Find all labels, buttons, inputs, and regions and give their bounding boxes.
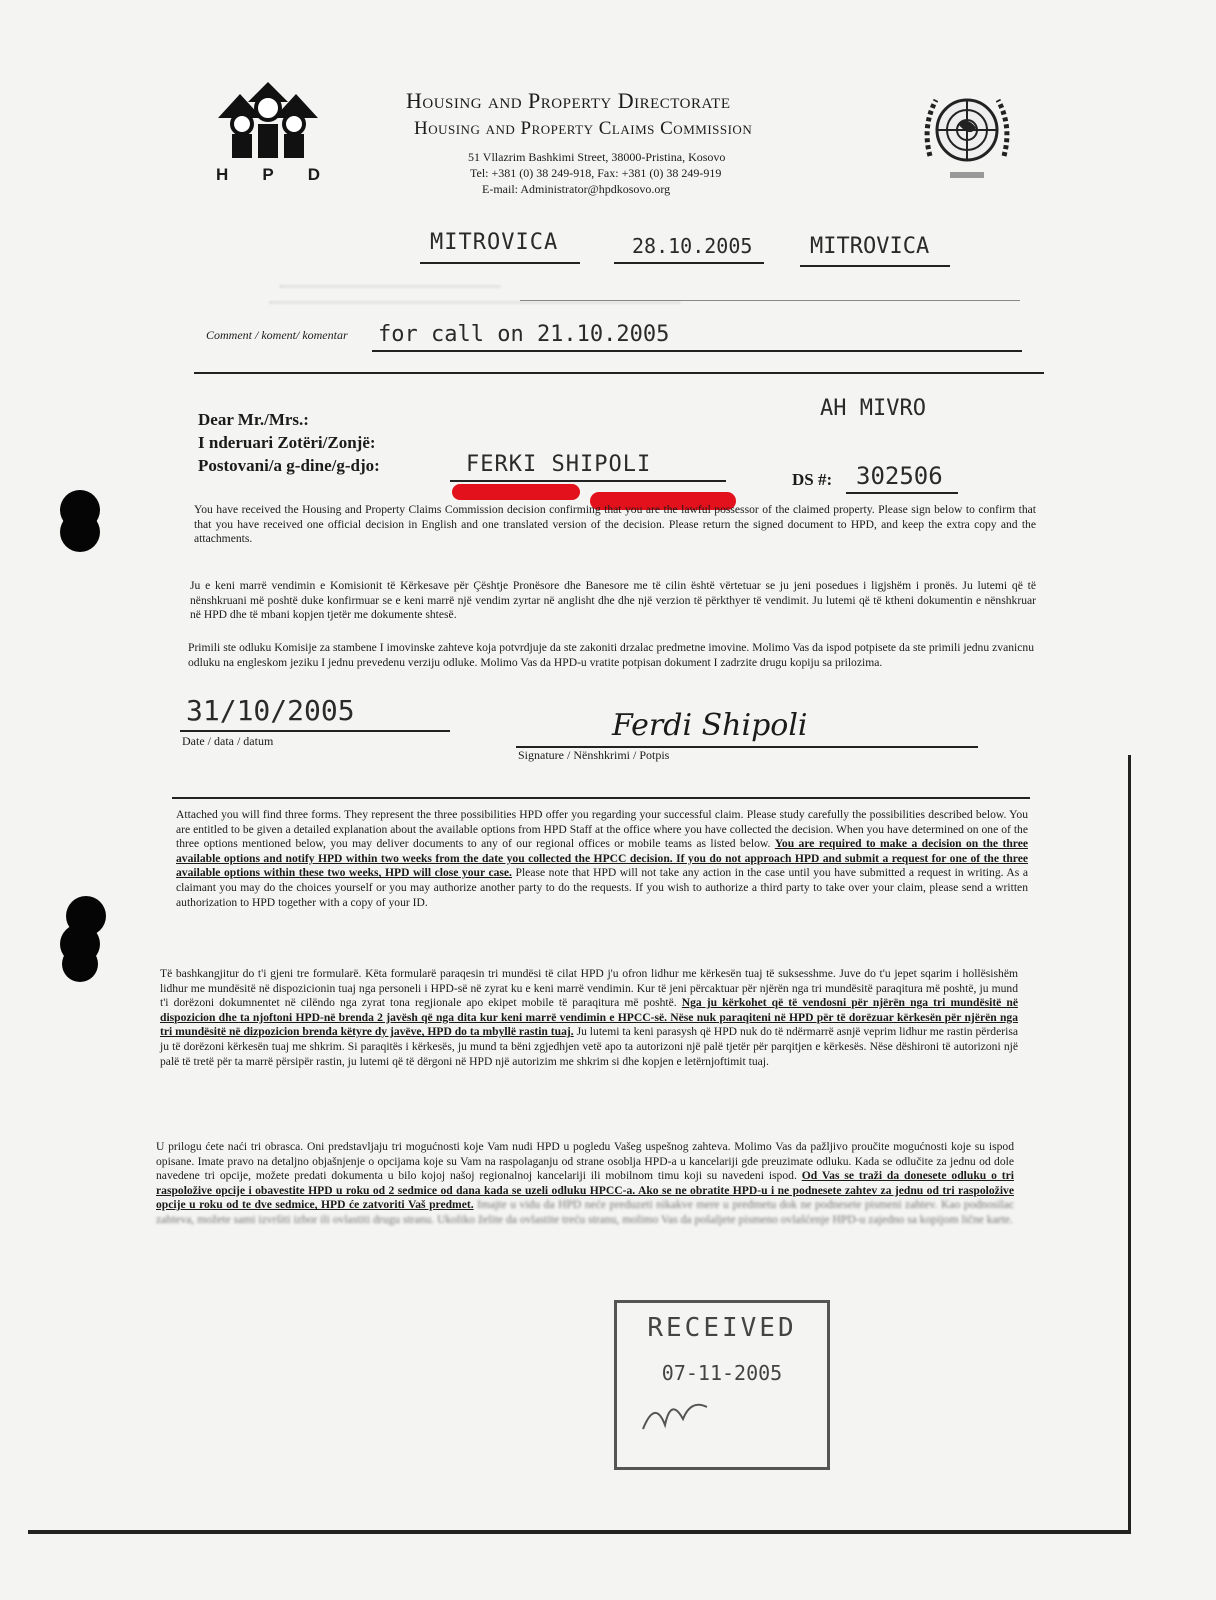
salutation-en: Dear Mr./Mrs.: <box>198 410 309 429</box>
signed-date: 31/10/2005 <box>186 694 355 727</box>
ds-number: 302506 <box>856 462 943 490</box>
stamp-date: 07-11-2005 <box>661 1361 783 1385</box>
un-emblem-icon <box>920 86 1014 186</box>
un-emblem <box>920 86 1014 186</box>
signature: Ferdi Shipoli <box>612 708 808 743</box>
paragraph-serbian: Primili ste odluku Komisije za stambene I imovinske zahteve koja potvrdjuje da ste zakoniti drzalac predmetne imovine. Molimo Vas da ispod potpisete da ste primili jednu zvanicnu odluku na engleskom jeziku I jednu prevedenu verziju odluke. Molimo Vas da HPD-u vratite potpisan dokument I zadrzite drugu kopiju sa prilozima. <box>188 641 1034 669</box>
attached-en-note: Please note that HPD will not take any action in the case until you have submitted a request in writing. As a claimant you may do the choices yourself or you may authorize another party to do the requests. If you wish to authorize a third party to take over your claim, please send a written authorization to HPD together with a copy of your ID. <box>176 866 1028 909</box>
salutation-sr: Postovani/a g-dine/g-djo: <box>198 456 380 475</box>
header-divider <box>194 372 1044 374</box>
name-underline <box>450 480 726 482</box>
hpd-logo-icon <box>208 80 328 160</box>
attached-sq-intro: Të bashkangjitur do t'i gjeni tre formularë. Këta formularë paraqesin tri mundësi të cilat HPD j'u ofron lidhur me kërkesën tuaj të suksesshme. Juve do t'u jepet sqarim i hollësishëm lidhur me mundësitë në dispozicionin tuaj nga personeli i HPD-së në zyrat ku e keni marrë vendimin. Kur të jeni përcaktuar për njërën nga tri mundësitë paraqitura më poshtë, ju mund t'i dorëzoni dokumnentet në cilëndo nga zyrat tona regjionale apo ekipet mobile të paraqitura më poshtë. <box>160 967 1018 1010</box>
attached-sr-intro: U prilogu ćete naći tri obrasca. Oni predstavljaju tri mogućnosti koje Vam nudi HPD u pogledu Vašeg uspešnog zahteva. Molimo Vas da pažljivo proučite mogućnosti koje su ispod opisane. Imate pravo na detaljno objašnjenje o opcijama koje su Vam na raspolaganju od strane osoblja HPD-a u kancelariji gde preuzimate odluku. Kada se odlučite za jednu od dole navedene tri opcije, možete predati dokumenta u bilo kojoj našoj regionalnoj kancelariji ili mobilnom timu koji su navedeni ispod. <box>156 1140 1014 1183</box>
claimant-name: FERKI SHIPOLI <box>466 452 652 477</box>
attached-en-intro: Attached you will find three forms. They represent the three possibilities HPD offer you regarding your successful claim. Please study carefully the possibilities described below. You are entitled to be given a detailed explanation about the available options from HPD Staff at the office where you have collected the decision. When you have determined on one of the three options mentioned below, you may deliver documents to any of our regional offices or mobile teams as listed below. <box>176 808 1028 851</box>
faded-rule <box>520 300 1020 301</box>
attached-sq-note: Ju lutemi ta keni parasysh që HPD nuk do të ndërmarrë asnjë veprim lidhur me rastin përderisa ju të dorëzoni kërkesën tuaj me shkrim. Si paraqitës i kërkesës, ju mund ta bëni zgjedhjen vetë apo ta autorizoni një palë tjetër për parqitjen e kërkesës. Nëse dëshironi të autorizoni një palë të tretë për ta marrë përsipër rastin, ju lutemi që të dërgoni në HPD një autorizim me shkrim si dhe kopjen e letërnjoftimit tuaj. <box>160 1025 1018 1068</box>
attached-sr-note: Imajte u vidu da HPD neće preduzeti nikakve mere u predmetu dok ne podnesete pismeni zahtev. Kao podnosilac zahteva, možete sami izvršiti izbor ili ovlastiti drugu stranu. Ukoliko želite da ovlastite treću stranu, molimo Vas da pošaljete pismeno ovlašćenje HPD-u zajedno sa kopijom lične karte. <box>156 1198 1015 1226</box>
copy-edge-bottom <box>28 1530 1131 1534</box>
punch-hole-mid-3 <box>62 946 98 982</box>
attached-en-deadline: You are required to make a decision on the three available options and notify HPD within two weeks from the date you collected the HPCC decision. If you do not approach HPD and submit a request for one of the three available options within these two weeks, HPD will close your case. <box>176 837 1029 880</box>
faded-line-2 <box>270 292 680 303</box>
org-title-2: Housing and Property Claims Commission <box>414 118 753 139</box>
logo-letter-h: H <box>216 165 229 184</box>
org-email: E-mail: Administrator@hpdkosovo.org <box>482 182 671 196</box>
attached-divider <box>172 797 1030 799</box>
punch-hole-top-2 <box>60 512 100 552</box>
comment-underline <box>372 350 1022 352</box>
date-sign-line <box>180 730 450 732</box>
location-field: MITROVICA <box>430 230 559 255</box>
redaction-1 <box>452 484 580 500</box>
comment-label: Comment / koment/ komentar <box>206 328 348 342</box>
logo-letter-p: P <box>262 165 274 184</box>
salutation-sq: I nderuari Zotëri/Zonjë: <box>198 433 376 452</box>
ds-underline <box>846 492 958 494</box>
date-underline <box>614 262 764 264</box>
org-title-1: Housing and Property Directorate <box>406 88 731 113</box>
location2-field: MITROVICA <box>810 234 930 259</box>
paragraph-english: You have received the Housing and Property Claims Commission decision confirming that you are the lawful possessor of the claimed property. Please sign below to confirm that that you have received one official decision in English and one translated version of the decision. Please return the signed document to HPD, and keep the extra copy and the attachments. <box>194 503 1036 546</box>
location-underline <box>420 262 580 264</box>
paragraph-albanian: Ju e keni marrë vendimin e Komisionit të Kërkesave për Çështje Pronësore dhe Banesore me të cilin është vërtetuar se ju jeni posedues i ligjshëm i pronës. Ju lutemi që të nënshkruani më poshtë duke konfirmuar se e keni marrë një vendim zyrtar në anglisht dhe dhe një verzion të përkthyer të vendimit. Ju lutemi që të ktheni dokumentin e nënshkruar në HPD dhe të mbani kopjen tjetër me dokumente shtesë. <box>190 579 1036 622</box>
comment-field: for call on 21.10.2005 <box>378 322 670 347</box>
signature-label: Signature / Nënshkrimi / Potpis <box>518 748 670 762</box>
attached-sq-deadline: Nga ju kërkohet që të vendosni për njërën nga tri mundësitë në dispozicion dhe ta njoftoni HPD-në brenda 2 javësh që nga dita kur keni marrë vendimin e HPCC-së. Nëse nuk paraqiteni në HPD për të dorëzuar kërkesën për njërën nga tri mundësitë në dizpozicion brenda këtyre dy javëve, HPD do ta mbyllë rastin tuaj. <box>160 996 1018 1039</box>
attached-serbian <box>156 1140 1014 1228</box>
logo-letter-d: D <box>307 165 320 184</box>
received-stamp <box>614 1300 830 1470</box>
copy-edge-right <box>1128 755 1131 1530</box>
ds-label: DS #: <box>792 470 833 489</box>
stamp-initials-icon <box>637 1389 717 1439</box>
date-field: 28.10.2005 <box>632 234 753 258</box>
stamp-title: RECEIVED <box>647 1313 797 1343</box>
faded-line-1 <box>280 276 500 287</box>
attached-albanian <box>160 967 1018 1069</box>
org-address: 51 Vllazrim Bashkimi Street, 38000-Pristina, Kosovo <box>468 150 726 164</box>
date-sign-label: Date / data / datum <box>182 734 274 748</box>
attached-english <box>176 808 1028 910</box>
attached-sr-deadline: Od Vas se traži da donesete odluku o tri raspoložive opcije i obavestite HPD u roku od 2 sedmice od dana kada se uzeli odluku HPCC-a. Ako se ne obratite HPD-u i ne podnesete zahtev za jednu od tri raspoložive opcije u roku od te dve sedmice, HPD će zatvoriti Vaš predmet. <box>156 1169 1014 1212</box>
handwritten-note: AH MIVRO <box>820 396 926 421</box>
org-phone: Tel: +381 (0) 38 249-918, Fax: +381 (0) 38 249-919 <box>470 166 722 180</box>
location2-underline <box>800 265 950 267</box>
hpd-logo <box>208 80 328 190</box>
